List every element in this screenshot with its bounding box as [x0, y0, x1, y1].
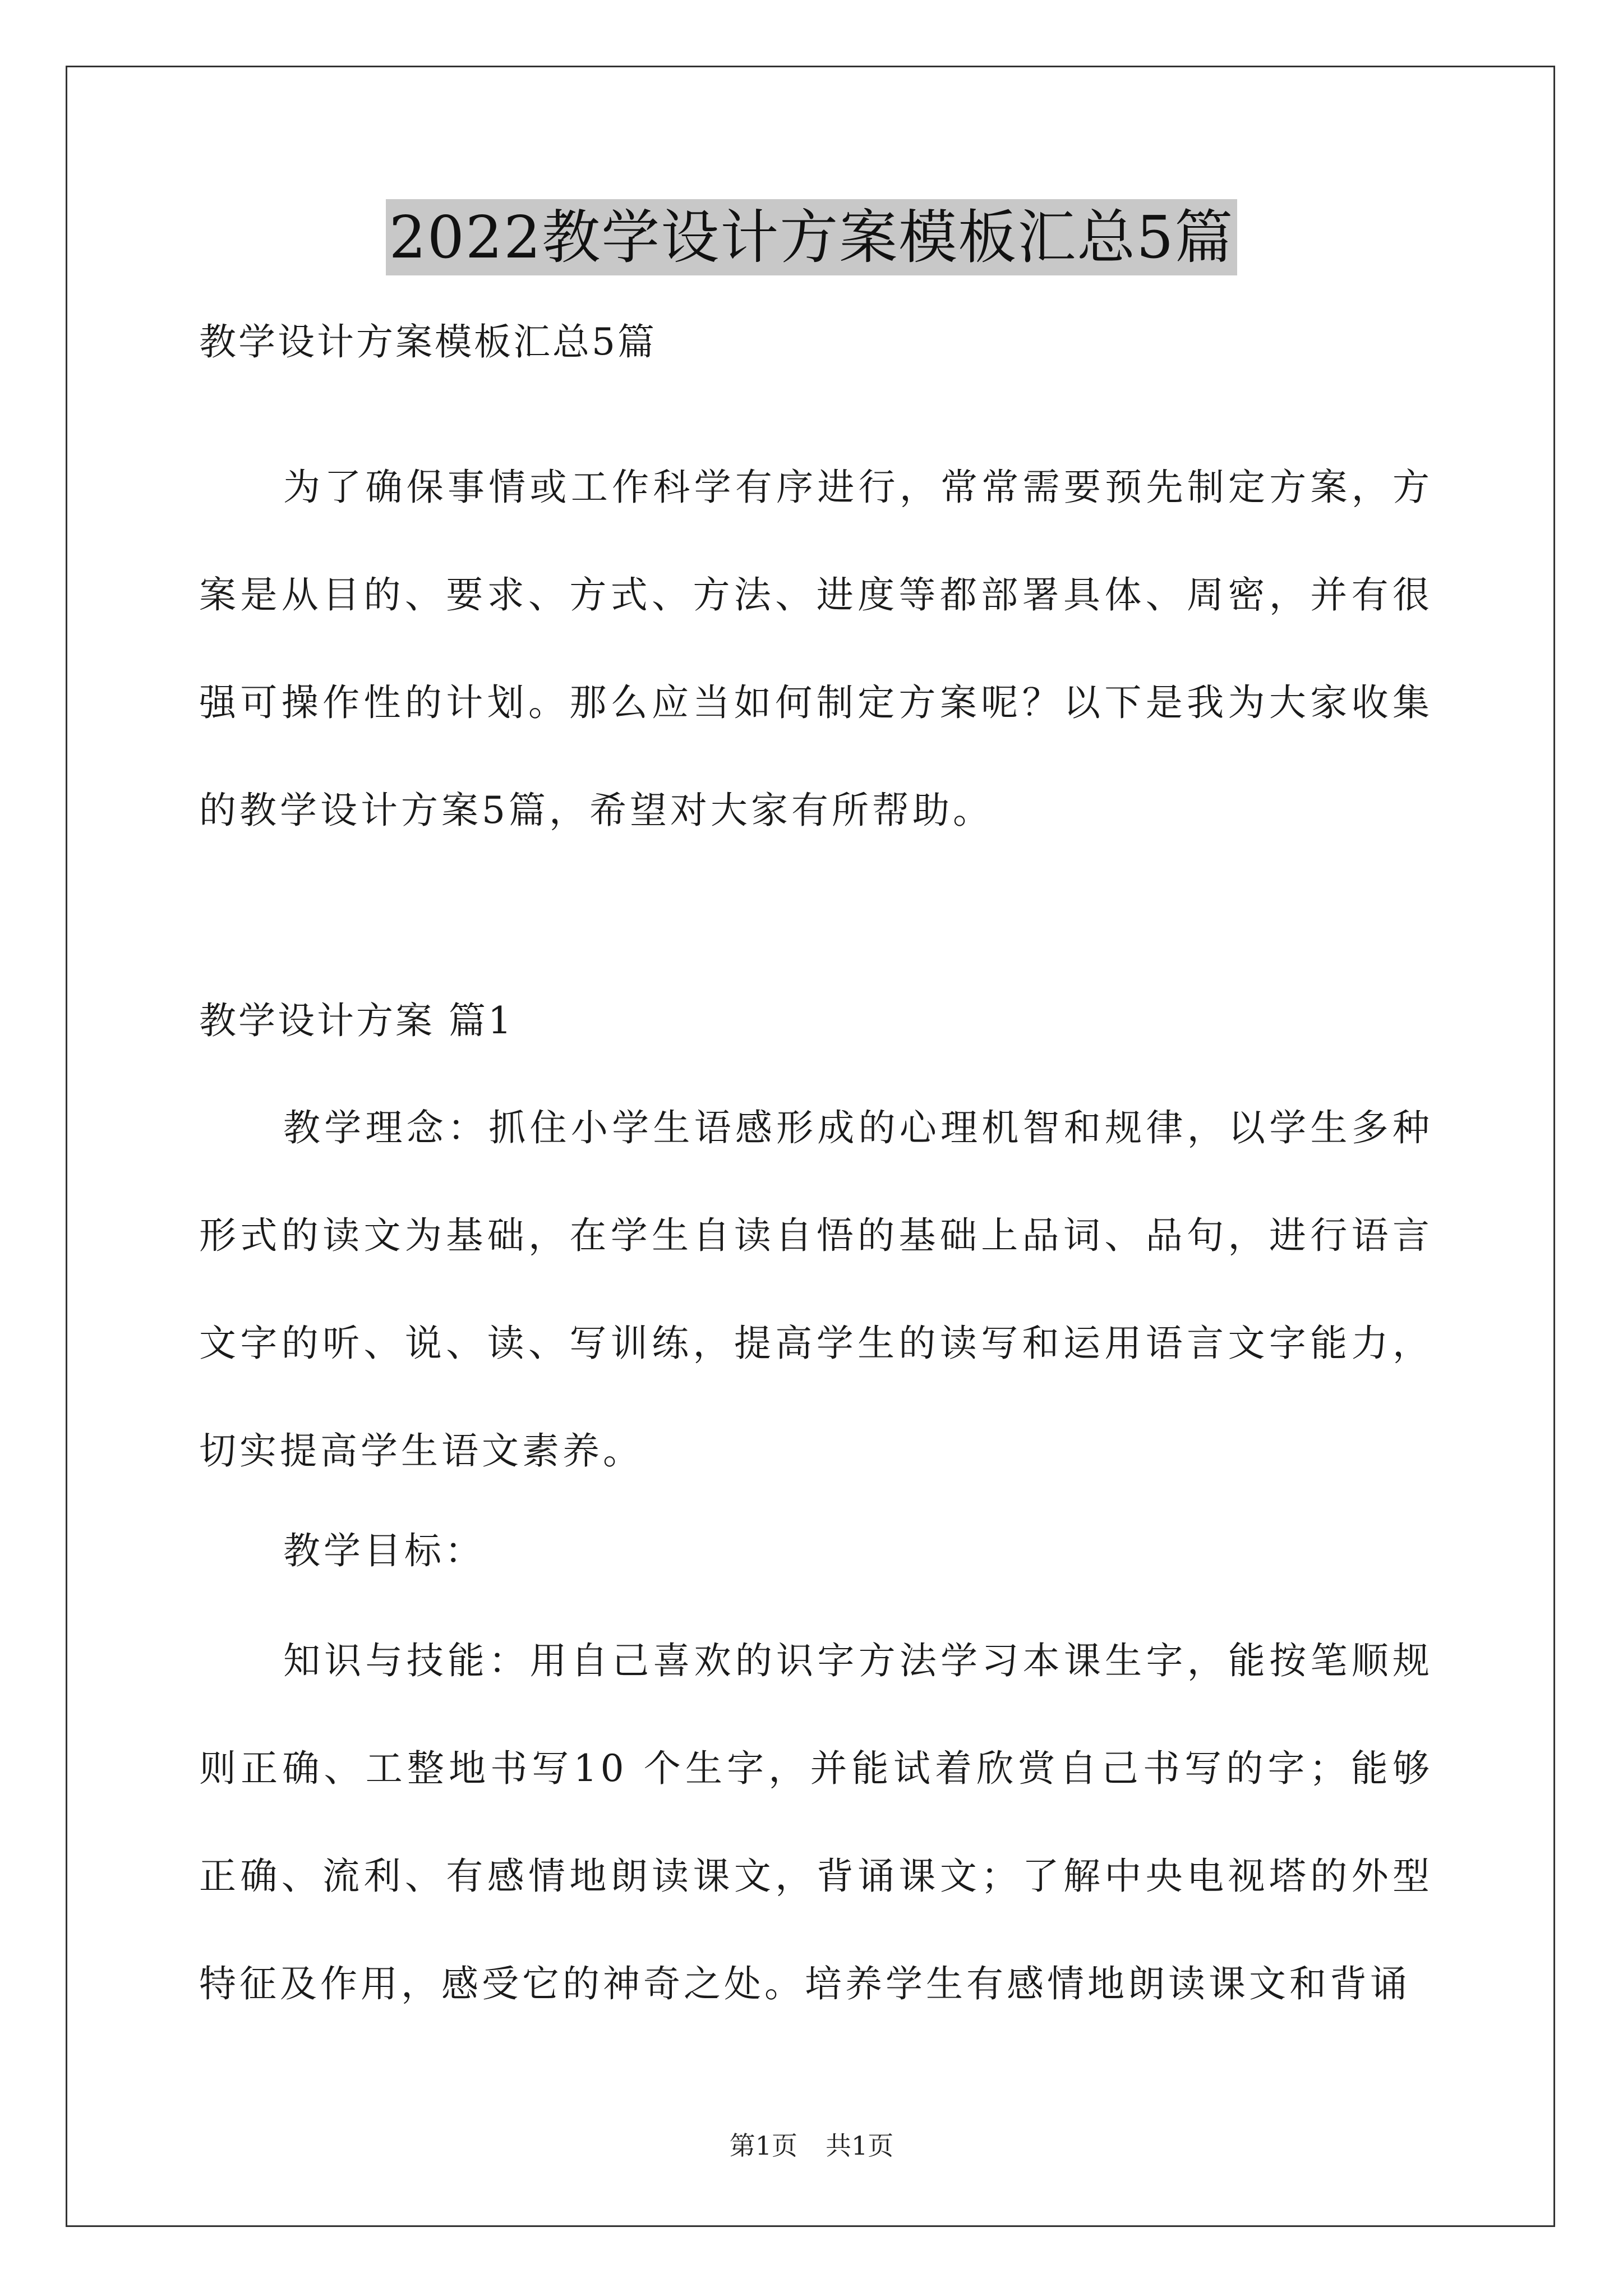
teaching-goal-label: 教学目标： — [283, 1529, 485, 1572]
document-subtitle: 教学设计方案模板汇总5篇 — [199, 320, 657, 364]
intro-paragraph: 为了确保事情或工作科学有序进行，常常需要预先制定方案，方案是从目的、要求、方式、方法、进度等都部署具体、周密，并有很强可操作性的计划。那么应当如何制定方案呢？以下是我为大家收集的教学设计方案5篇，希望对大家有所帮助。 — [199, 466, 1433, 832]
title-container — [0, 199, 1623, 275]
page-number-total: 共1页 — [826, 2131, 894, 2161]
teaching-concept-paragraph: 教学理念：抓住小学生语感形成的心理机智和规律，以学生多种形式的读文为基础，在学生自读自悟的基础上品词、品句，进行语言文字的听、说、读、写训练，提高学生的读写和运用语言文字能力，切实提高学生语文素养。 — [199, 1106, 1433, 1473]
section-heading: 教学设计方案 篇1 — [199, 999, 514, 1042]
page-number-current: 第1页 — [729, 2131, 797, 2161]
page-footer — [0, 2129, 1623, 2162]
document-title: 2022教学设计方案模板汇总5篇 — [386, 199, 1238, 275]
knowledge-skills-paragraph: 知识与技能：用自己喜欢的识字方法学习本课生字，能按笔顺规则正确、工整地书写10 个生字，并能试着欣赏自己书写的字；能够正确、流利、有感情地朗读课文，背诵课文；了解中央电视塔的外型特征及作用，感受它的神奇之处。培养学生有感情地朗读课文和背诵 — [199, 1639, 1433, 2005]
